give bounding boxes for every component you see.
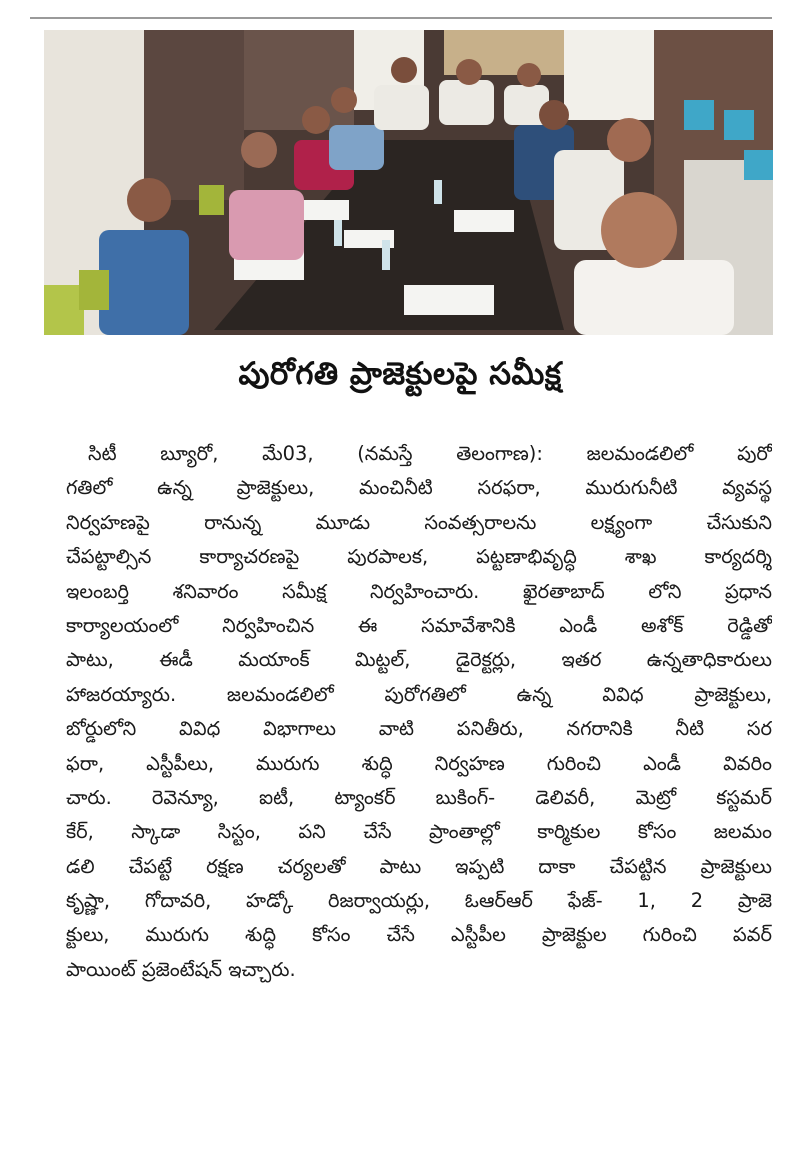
article-line: క్టులు, మురుగు శుద్ధి కోసం చేసే ఎస్టీపీల ప్రాజెక్టుల గురించి పవర్ (66, 923, 772, 947)
article-line: చారు. రెవెన్యూ, ఐటీ, ట్యాంకర్ బుకింగ్- డెలివరీ, మెట్రో కస్టమర్ (66, 785, 772, 809)
article-line: హాజరయ్యారు. జలమండలిలో పురోగతిలో ఉన్న వివిధ ప్రాజెక్టులు, (66, 682, 772, 706)
article-line: పాయింట్ ప్రజెంటేషన్ ఇచ్చారు. (66, 957, 296, 981)
top-rule (30, 17, 772, 19)
article-line: నిర్వహణపై రానున్న మూడు సంవత్సరాలను లక్ష్యంగా చేసుకుని (66, 510, 772, 534)
article-line: కృష్ణా, గోదావరి, హడ్కో రిజర్వాయర్లు, ఓఆర్ఆర్ ఫేజ్- 1, 2 ప్రాజె (66, 889, 772, 913)
article-line: సిటీ బ్యూరో, మే03, (నమస్తే తెలంగాణ): జలమండలిలో పురో (88, 442, 772, 465)
article-line: డలి చేపట్టే రక్షణ చర్యలతో పాటు ఇప్పటి దాకా చేపట్టిన ప్రాజెక్టులు (66, 854, 772, 878)
meeting-photo (44, 30, 773, 335)
article-line: ఇలంబర్తి శనివారం సమీక్ష నిర్వహించారు. ఖైరతాబాద్ లోని ప్రధాన (66, 579, 772, 603)
article-line: కేర్, స్కాడా సిస్టం, పని చేసే ప్రాంతాల్లో కార్మికుల కోసం జలమం (66, 820, 772, 844)
article-line: ఫరా, ఎస్టీపీలు, మురుగు శుద్ధి నిర్వహణ గురించి ఎండీ వివరిం (66, 751, 772, 775)
article-line: గతిలో ఉన్న ప్రాజెక్టులు, మంచినీటి సరఫరా, మురుగునీటి వ్యవస్థ (66, 476, 772, 500)
headline: పురోగతి ప్రాజెక్టులపై సమీక్ష (238, 356, 562, 392)
article-line: చేపట్టాల్సిన కార్యాచరణపై పురపాలక, పట్టణాభివృద్ధి శాఖ కార్యదర్శి (66, 545, 772, 569)
article-line: బోర్డులోని వివిధ విభాగాలు వాటి పనితీరు, నగరానికి నీటి సర (66, 717, 772, 741)
article-line: పాటు, ఈడీ మయాంక్ మిట్టల్, డైరెక్టర్లు, ఇతర ఉన్నతాధికారులు (66, 648, 772, 672)
article-line: కార్యాలయంలో నిర్వహించిన ఈ సమావేశానికి ఎండీ అశోక్ రెడ్డితో (66, 613, 772, 637)
article-body (66, 437, 772, 987)
